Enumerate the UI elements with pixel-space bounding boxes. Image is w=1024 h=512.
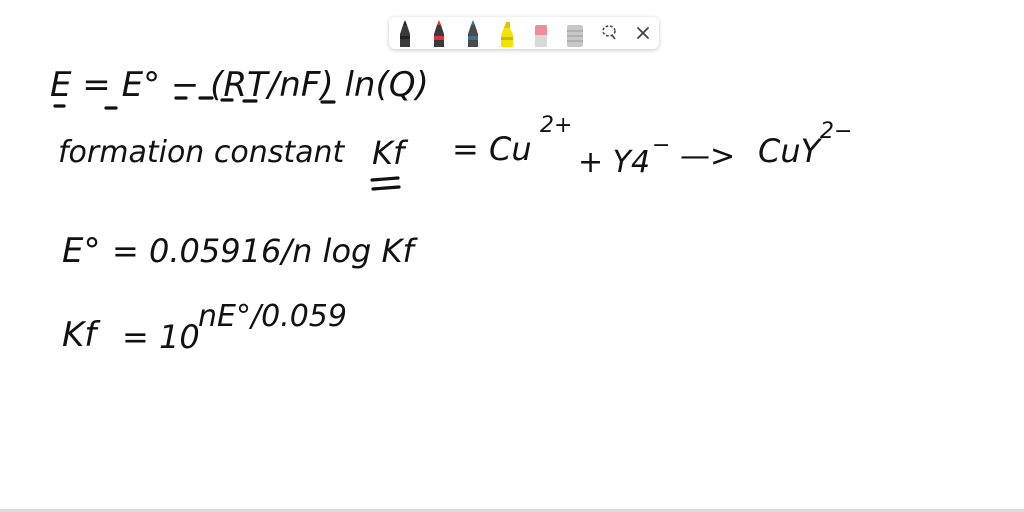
lasso-icon <box>595 17 623 49</box>
highlighter-button[interactable] <box>493 17 521 49</box>
equation-nernst <box>50 65 429 108</box>
lasso-button[interactable] <box>595 17 623 49</box>
nernst-equation-text: E = E° − (RT/nF) ln(Q) <box>50 65 429 105</box>
drawing-toolbar <box>389 17 659 49</box>
cuy-complex: CuY <box>758 132 821 170</box>
marker-icon <box>391 17 419 49</box>
equation-kf-solution <box>62 299 347 356</box>
kf-exponent: nE°/0.059 <box>198 299 347 334</box>
marker-icon <box>425 17 453 49</box>
eraser-icon <box>527 17 555 49</box>
cu-charge: 2+ <box>540 113 573 138</box>
reaction-arrow: —> <box>680 139 736 174</box>
double-underline-mark <box>373 187 399 189</box>
cuy-charge: 2− <box>820 119 853 144</box>
black-marker-button[interactable] <box>391 17 419 49</box>
y-charge: − <box>652 133 671 158</box>
clear-button[interactable] <box>561 17 589 49</box>
blue-marker-button[interactable] <box>459 17 487 49</box>
highlighter-icon <box>493 17 521 49</box>
cu-ion: = Cu <box>452 130 532 168</box>
y-ligand: + Y4 <box>578 145 651 180</box>
e-standard-symbol: E° <box>62 231 101 271</box>
eraser-button[interactable] <box>527 17 555 49</box>
equation-formation-constant <box>58 113 852 189</box>
close-button[interactable] <box>629 17 657 49</box>
kf-symbol: Kf <box>372 134 405 172</box>
equation-standard-potential <box>62 231 418 271</box>
double-underline-mark <box>372 178 398 180</box>
formation-constant-label: formation constant <box>58 135 345 170</box>
eraser-block-icon <box>561 17 589 49</box>
kf-ten-base: = 10 <box>122 318 200 356</box>
red-marker-button[interactable] <box>425 17 453 49</box>
kf-lhs: Kf <box>62 315 97 355</box>
e-standard-expression: = 0.05916/n log Kf <box>112 232 414 270</box>
close-icon <box>629 17 657 49</box>
marker-icon <box>459 17 487 49</box>
